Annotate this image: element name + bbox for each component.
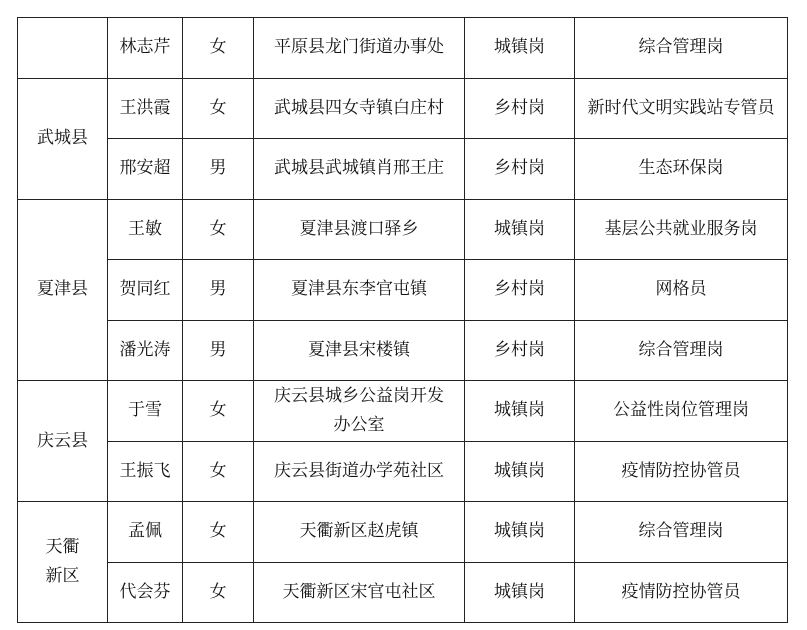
post-cell: 综合管理岗	[575, 18, 788, 79]
table-row	[18, 199, 788, 260]
post-type-cell: 城镇岗	[465, 18, 575, 79]
table-row	[18, 320, 788, 381]
name-cell: 潘光涛	[108, 320, 183, 381]
county-cell: 庆云县	[18, 381, 108, 502]
gender-cell: 女	[183, 441, 254, 502]
post-type-cell: 乡村岗	[465, 320, 575, 381]
table-row	[18, 502, 788, 563]
county-cell	[18, 18, 108, 79]
table-row	[18, 78, 788, 139]
post-type-cell: 城镇岗	[465, 199, 575, 260]
job-assignment-table	[17, 17, 788, 623]
post-cell: 网格员	[575, 260, 788, 321]
table-row	[18, 562, 788, 623]
place-cell: 天衢新区赵虎镇	[254, 502, 465, 563]
post-cell: 综合管理岗	[575, 502, 788, 563]
post-cell: 生态环保岗	[575, 139, 788, 200]
post-type-cell: 乡村岗	[465, 139, 575, 200]
place-cell: 武城县四女寺镇白庄村	[254, 78, 465, 139]
name-cell: 代会芬	[108, 562, 183, 623]
gender-cell: 男	[183, 139, 254, 200]
gender-cell: 男	[183, 320, 254, 381]
county-cell: 天衢新区	[18, 502, 108, 623]
county-cell: 武城县	[18, 78, 108, 199]
table-row	[18, 18, 788, 79]
post-type-cell: 城镇岗	[465, 562, 575, 623]
post-cell: 疫情防控协管员	[575, 441, 788, 502]
name-cell: 孟佩	[108, 502, 183, 563]
place-cell: 平原县龙门街道办事处	[254, 18, 465, 79]
name-cell: 王振飞	[108, 441, 183, 502]
gender-cell: 女	[183, 381, 254, 442]
table-row	[18, 139, 788, 200]
gender-cell: 女	[183, 502, 254, 563]
post-type-cell: 城镇岗	[465, 441, 575, 502]
gender-cell: 女	[183, 199, 254, 260]
name-cell: 王洪霞	[108, 78, 183, 139]
name-cell: 于雪	[108, 381, 183, 442]
place-cell: 庆云县城乡公益岗开发办公室	[254, 381, 465, 442]
name-cell: 王敏	[108, 199, 183, 260]
post-cell: 新时代文明实践站专管员	[575, 78, 788, 139]
place-cell: 夏津县东李官屯镇	[254, 260, 465, 321]
post-type-cell: 城镇岗	[465, 381, 575, 442]
post-cell: 综合管理岗	[575, 320, 788, 381]
place-cell: 夏津县渡口驿乡	[254, 199, 465, 260]
place-cell: 天衢新区宋官屯社区	[254, 562, 465, 623]
name-cell: 林志芹	[108, 18, 183, 79]
place-cell: 庆云县街道办学苑社区	[254, 441, 465, 502]
gender-cell: 男	[183, 260, 254, 321]
gender-cell: 女	[183, 562, 254, 623]
gender-cell: 女	[183, 78, 254, 139]
post-cell: 基层公共就业服务岗	[575, 199, 788, 260]
table-row	[18, 260, 788, 321]
gender-cell: 女	[183, 18, 254, 79]
table-row	[18, 381, 788, 442]
county-cell: 夏津县	[18, 199, 108, 381]
post-type-cell: 乡村岗	[465, 260, 575, 321]
post-cell: 公益性岗位管理岗	[575, 381, 788, 442]
table-row	[18, 441, 788, 502]
name-cell: 贺同红	[108, 260, 183, 321]
place-cell: 武城县武城镇肖邢王庄	[254, 139, 465, 200]
name-cell: 邢安超	[108, 139, 183, 200]
post-type-cell: 城镇岗	[465, 502, 575, 563]
post-cell: 疫情防控协管员	[575, 562, 788, 623]
post-type-cell: 乡村岗	[465, 78, 575, 139]
place-cell: 夏津县宋楼镇	[254, 320, 465, 381]
